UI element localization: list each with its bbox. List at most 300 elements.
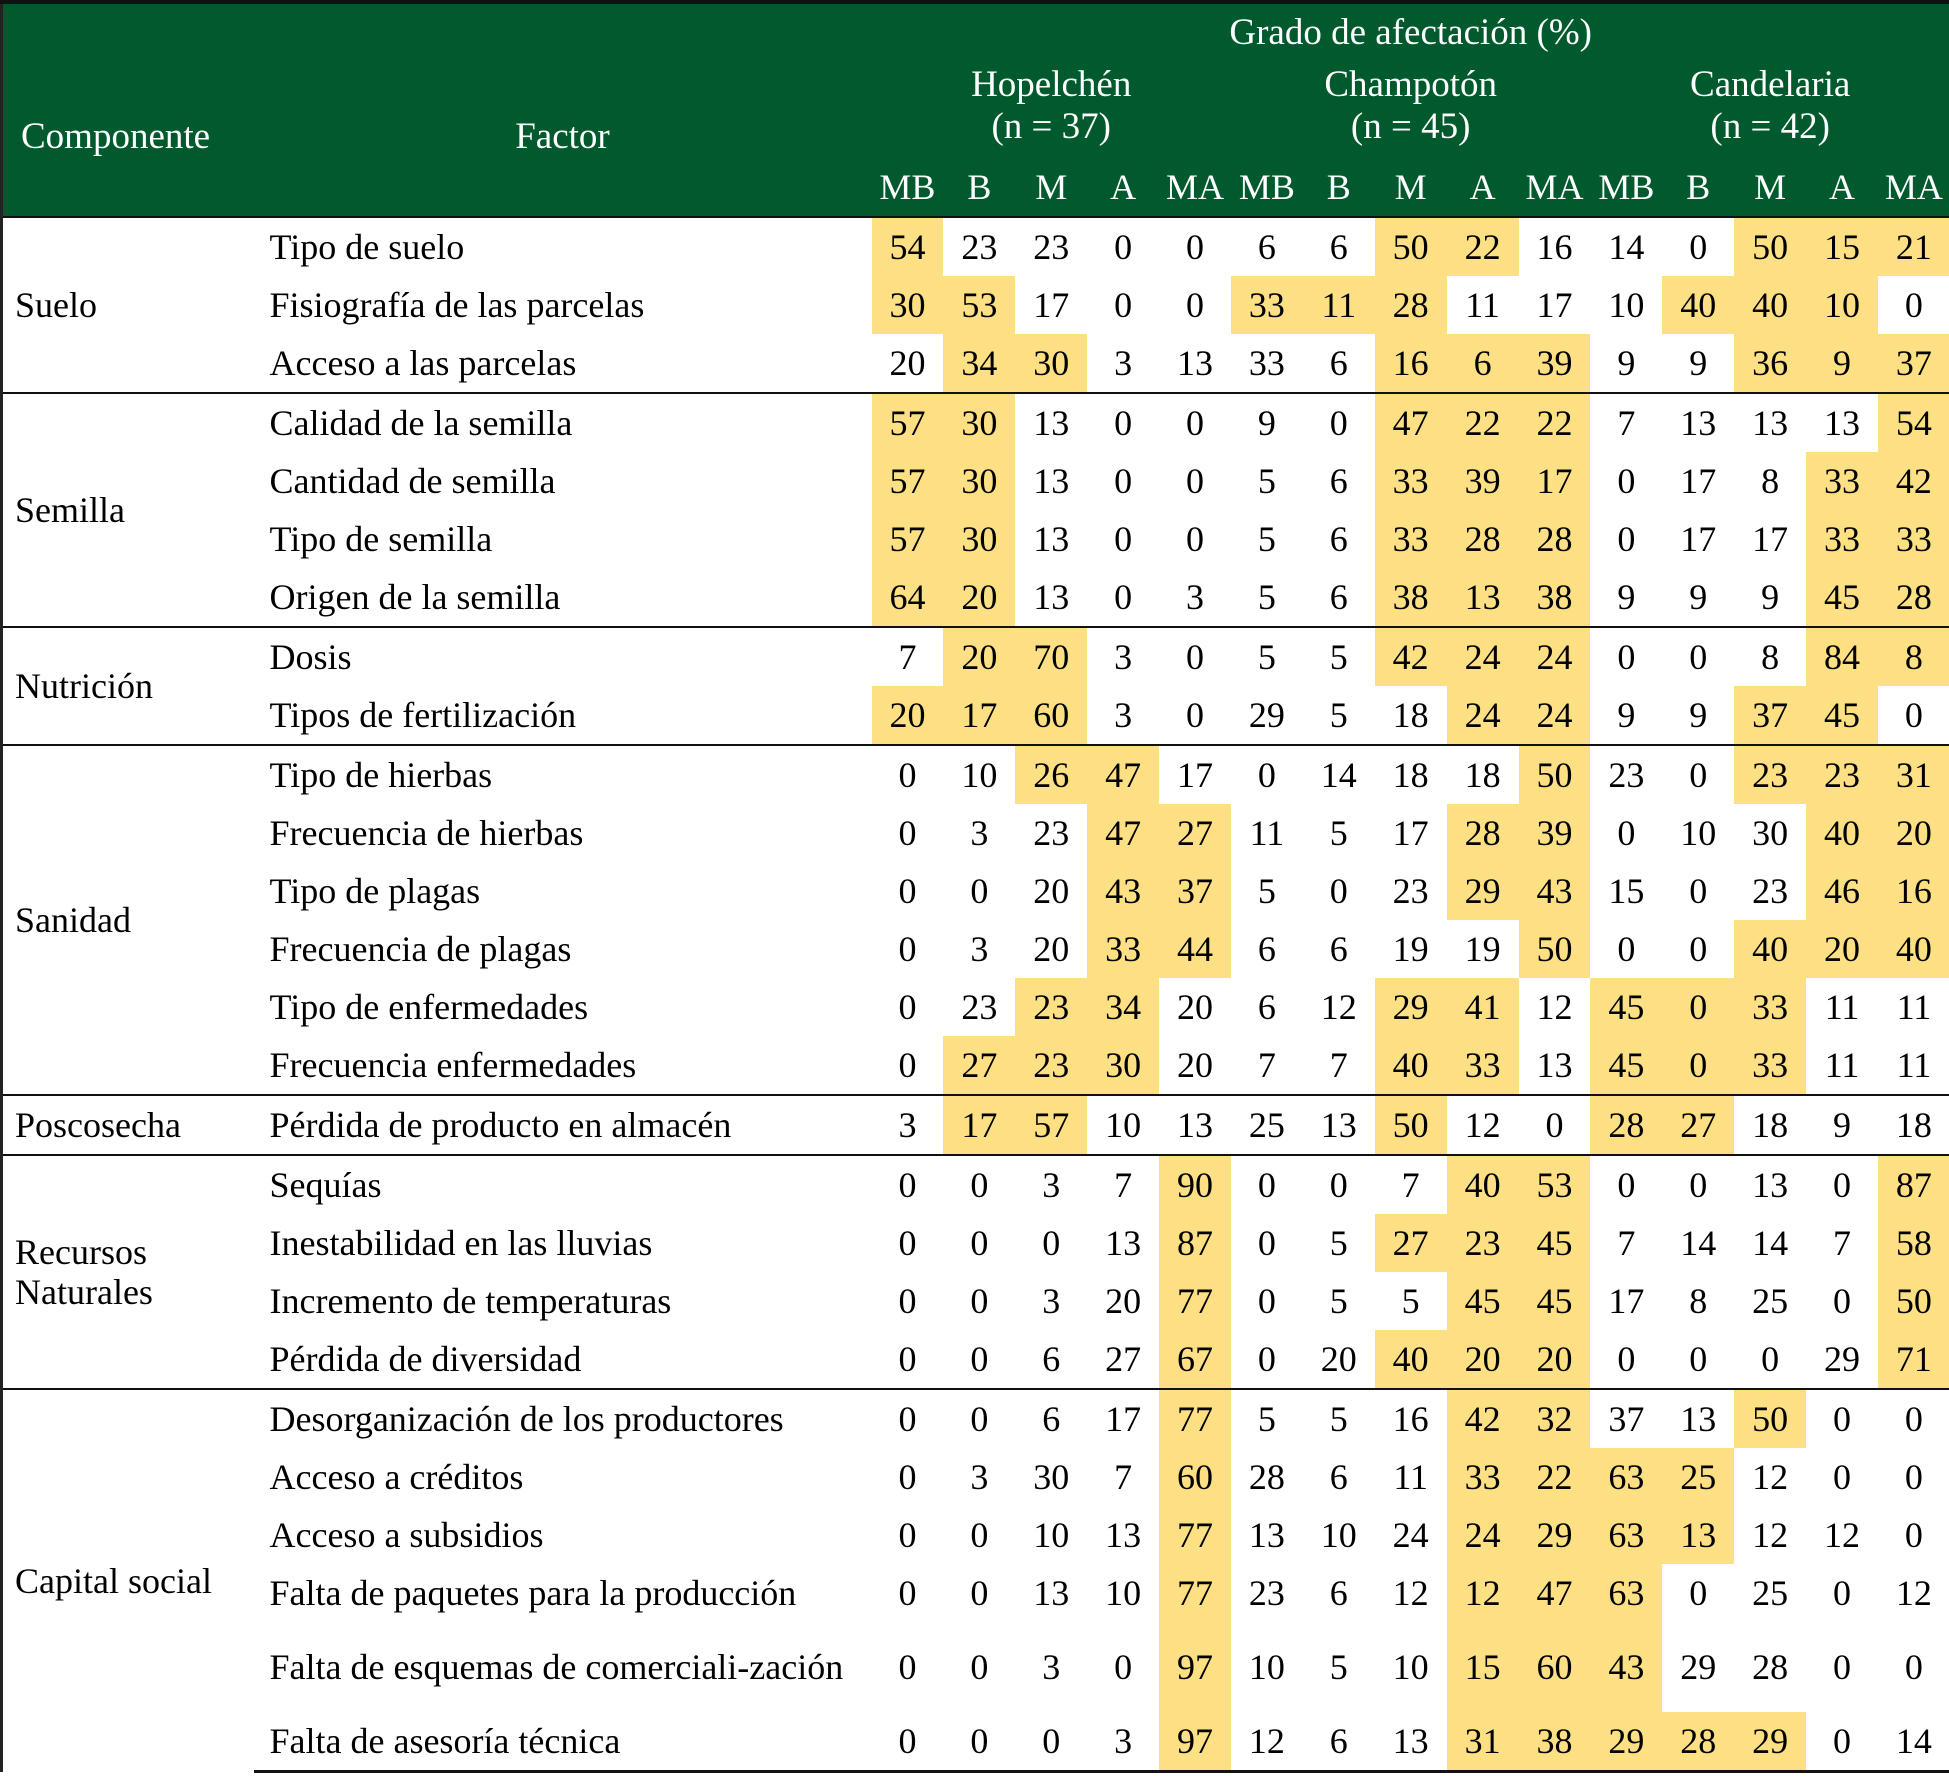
value-cell: 17 — [943, 686, 1015, 745]
value-cell: 0 — [970, 1647, 989, 1687]
value-cell: 58 — [1878, 1214, 1949, 1272]
value-cell: 24 — [1519, 686, 1591, 745]
value-cell: 7 — [1833, 1223, 1852, 1263]
value-cell: 0 — [1689, 871, 1708, 911]
level-header: MB — [1590, 158, 1662, 217]
value-cell: 13 — [1662, 1389, 1734, 1448]
value-cell: 20 — [1105, 1281, 1142, 1321]
table-row — [2, 1622, 1949, 1712]
site-name: Champotón — [1324, 64, 1498, 105]
value-cell: 43 — [1519, 862, 1591, 920]
level-header: MA — [1878, 158, 1949, 217]
value-cell: 17 — [1159, 745, 1231, 804]
value-cell: 45 — [1806, 686, 1878, 745]
value-cell: 64 — [872, 568, 944, 627]
value-cell: 29 — [1447, 862, 1519, 920]
value-cell: 42 — [1447, 1389, 1519, 1448]
factor-cell: Falta de asesoría técnica — [254, 1712, 872, 1772]
value-cell: 18 — [1734, 1095, 1806, 1155]
value-cell: 70 — [1015, 627, 1087, 686]
value-cell: 3 — [1042, 1647, 1061, 1687]
value-cell: 0 — [1689, 929, 1708, 969]
value-cell: 20 — [1878, 804, 1949, 862]
component-cell: Capital social — [2, 1389, 254, 1772]
value-cell: 0 — [1159, 393, 1231, 452]
value-cell: 23 — [1752, 871, 1789, 911]
value-cell: 0 — [1114, 519, 1133, 559]
value-cell: 23 — [1392, 871, 1429, 911]
value-cell: 3 — [970, 813, 989, 853]
value-cell: 13 — [1447, 568, 1519, 627]
value-cell: 24 — [1447, 1506, 1519, 1564]
value-cell: 23 — [943, 217, 1015, 276]
value-cell: 45 — [1447, 1272, 1519, 1330]
value-cell: 6 — [1329, 929, 1348, 969]
value-cell: 32 — [1519, 1389, 1591, 1448]
value-cell: 25 — [1752, 1573, 1789, 1613]
value-cell: 36 — [1734, 334, 1806, 393]
value-cell: 5 — [1231, 1389, 1303, 1448]
value-cell: 5 — [1303, 627, 1375, 686]
value-cell: 39 — [1447, 452, 1519, 510]
value-cell: 23 — [1015, 217, 1087, 276]
value-cell: 11 — [1465, 285, 1500, 325]
value-cell: 24 — [1519, 627, 1591, 686]
value-cell: 0 — [1257, 1281, 1276, 1321]
table-row — [2, 217, 1949, 276]
level-header: MA — [1519, 158, 1591, 217]
value-cell: 30 — [1033, 1457, 1070, 1497]
value-cell: 24 — [1392, 1515, 1429, 1555]
factor-cell: Falta de paquetes para la producción — [269, 1573, 797, 1613]
value-cell: 39 — [1519, 804, 1591, 862]
level-header: MB — [872, 158, 944, 217]
value-cell: 25 — [1231, 1095, 1303, 1155]
level-header: A — [1806, 158, 1878, 217]
value-cell: 3 — [1042, 1281, 1061, 1321]
table-row — [2, 510, 1949, 568]
value-cell: 6 — [1231, 217, 1303, 276]
value-cell: 26 — [1015, 745, 1087, 804]
value-cell: 14 — [1752, 1223, 1789, 1263]
value-cell: 77 — [1159, 1389, 1231, 1448]
value-cell: 50 — [1519, 745, 1591, 804]
value-cell: 60 — [1015, 686, 1087, 745]
value-cell: 20 — [872, 686, 944, 745]
value-cell: 44 — [1159, 920, 1231, 978]
value-cell: 0 — [1878, 1389, 1949, 1448]
value-cell: 46 — [1806, 862, 1878, 920]
value-cell: 10 — [1680, 813, 1717, 853]
value-cell: 5 — [1329, 1281, 1348, 1321]
value-cell: 13 — [1806, 393, 1878, 452]
component-cell: Suelo — [2, 217, 254, 393]
value-cell: 0 — [1689, 1573, 1708, 1613]
value-cell: 47 — [1087, 804, 1159, 862]
value-cell: 0 — [898, 1573, 917, 1613]
value-cell: 20 — [943, 568, 1015, 627]
site-name: Hopelchén — [971, 64, 1132, 105]
value-cell: 0 — [1015, 1712, 1087, 1772]
value-cell: 9 — [1617, 695, 1636, 735]
value-cell: 8 — [1689, 1281, 1708, 1321]
value-cell: 53 — [943, 276, 1015, 334]
value-cell: 6 — [1329, 519, 1348, 559]
value-cell: 9 — [1689, 695, 1708, 735]
level-header: A — [1447, 158, 1519, 217]
value-cell: 33 — [1375, 452, 1447, 510]
value-cell: 34 — [943, 334, 1015, 393]
value-cell: 13 — [1033, 577, 1070, 617]
value-cell: 20 — [889, 343, 926, 383]
value-cell: 20 — [1033, 871, 1070, 911]
table-row — [2, 862, 1949, 920]
value-cell: 13 — [1536, 1045, 1573, 1085]
table-row — [2, 1564, 1949, 1622]
value-cell: 17 — [1608, 1281, 1645, 1321]
value-cell: 25 — [1662, 1448, 1734, 1506]
table-row — [2, 1214, 1949, 1272]
value-cell: 10 — [1392, 1647, 1429, 1687]
value-cell: 9 — [1689, 577, 1708, 617]
value-cell: 0 — [898, 1045, 917, 1085]
value-cell: 7 — [1590, 393, 1662, 452]
value-cell: 28 — [1878, 568, 1949, 627]
value-cell: 53 — [1519, 1155, 1591, 1214]
table-row — [2, 627, 1949, 686]
table-row — [2, 978, 1949, 1036]
table-row — [2, 1095, 1949, 1155]
value-cell: 0 — [898, 871, 917, 911]
value-cell: 84 — [1806, 627, 1878, 686]
level-header: B — [1303, 158, 1375, 217]
value-cell: 21 — [1878, 217, 1949, 276]
value-cell: 13 — [1734, 393, 1806, 452]
value-cell: 40 — [1447, 1155, 1519, 1214]
table-row — [2, 920, 1949, 978]
value-cell: 0 — [1159, 627, 1231, 686]
factor-cell: Pérdida de diversidad — [269, 1339, 582, 1379]
factor-cell: Tipo de hierbas — [254, 745, 872, 804]
value-cell: 13 — [1159, 1095, 1231, 1155]
value-cell: 0 — [1257, 1339, 1276, 1379]
value-cell: 12 — [1824, 1515, 1861, 1555]
value-cell: 45 — [1590, 1036, 1662, 1095]
value-cell: 20 — [943, 627, 1015, 686]
value-cell: 0 — [943, 1712, 1015, 1772]
site-name: Candelaria — [1690, 64, 1851, 105]
value-cell: 0 — [1590, 627, 1662, 686]
value-cell: 17 — [943, 1095, 1015, 1155]
value-cell: 38 — [1375, 568, 1447, 627]
table-row — [2, 1506, 1949, 1564]
value-cell: 77 — [1159, 1506, 1231, 1564]
value-cell: 19 — [1464, 929, 1501, 969]
value-cell: 0 — [1087, 393, 1159, 452]
value-cell: 6 — [1329, 461, 1348, 501]
value-cell: 17 — [1536, 285, 1573, 325]
value-cell: 0 — [1329, 871, 1348, 911]
value-cell: 0 — [1186, 519, 1204, 559]
value-cell: 9 — [1231, 393, 1303, 452]
value-cell: 0 — [1114, 1647, 1133, 1687]
value-cell: 0 — [943, 1389, 1015, 1448]
value-cell: 13 — [1105, 1223, 1142, 1263]
component-cell: Nutrición — [2, 627, 254, 745]
value-cell: 29 — [1680, 1647, 1717, 1687]
value-cell: 0 — [1231, 1155, 1303, 1214]
value-cell: 0 — [898, 1515, 917, 1555]
value-cell: 22 — [1447, 217, 1519, 276]
value-cell: 23 — [1734, 745, 1806, 804]
factor-cell: Inestabilidad en las lluvias — [269, 1223, 653, 1263]
value-cell: 13 — [1033, 461, 1070, 501]
value-cell: 0 — [898, 987, 917, 1027]
value-cell: 0 — [1904, 1515, 1923, 1555]
value-cell: 0 — [1617, 519, 1636, 559]
value-cell: 37 — [1734, 686, 1806, 745]
value-cell: 11 — [1249, 813, 1285, 853]
value-cell: 13 — [1303, 1095, 1375, 1155]
value-cell: 43 — [1087, 862, 1159, 920]
value-cell: 40 — [1878, 920, 1949, 978]
table-row — [2, 1272, 1949, 1330]
value-cell: 18 — [1447, 745, 1519, 804]
value-cell: 13 — [1033, 519, 1070, 559]
site-header-champoton — [1231, 54, 1590, 158]
site-n: (n = 42) — [1710, 106, 1830, 147]
value-cell: 6 — [1329, 577, 1348, 617]
value-cell: 37 — [1590, 1389, 1662, 1448]
value-cell: 23 — [1447, 1214, 1519, 1272]
value-cell: 20 — [1519, 1330, 1591, 1389]
value-cell: 8 — [1761, 461, 1780, 501]
value-cell: 0 — [1904, 695, 1923, 735]
value-cell: 17 — [1519, 452, 1591, 510]
value-cell: 13 — [1015, 393, 1087, 452]
value-cell: 9 — [1806, 334, 1878, 393]
value-cell: 77 — [1159, 1272, 1231, 1330]
value-cell: 28 — [1752, 1647, 1789, 1687]
value-cell: 0 — [1689, 1339, 1708, 1379]
value-cell: 33 — [1231, 276, 1303, 334]
value-cell: 97 — [1159, 1622, 1231, 1712]
value-cell: 20 — [1806, 920, 1878, 978]
value-cell: 6 — [1329, 1457, 1348, 1497]
value-cell: 5 — [1257, 461, 1276, 501]
value-cell: 23 — [1590, 745, 1662, 804]
value-cell: 50 — [1734, 1389, 1806, 1448]
value-cell: 5 — [1329, 1647, 1348, 1687]
table-body — [2, 217, 1949, 1772]
value-cell: 3 — [1087, 627, 1159, 686]
value-cell: 7 — [1329, 1045, 1348, 1085]
value-cell: 16 — [1375, 334, 1447, 393]
factor-cell: Acceso a créditos — [269, 1457, 524, 1497]
site-n: (n = 37) — [991, 106, 1111, 147]
value-cell: 41 — [1447, 978, 1519, 1036]
value-cell: 3 — [1186, 577, 1204, 617]
value-cell: 0 — [1186, 461, 1204, 501]
value-cell: 57 — [1015, 1095, 1087, 1155]
value-cell: 13 — [1248, 1515, 1285, 1555]
value-cell: 0 — [1519, 1095, 1591, 1155]
table-row — [2, 1712, 1949, 1772]
value-cell: 15 — [1447, 1622, 1519, 1712]
value-cell: 20 — [1320, 1339, 1357, 1379]
factor-cell: Frecuencia enfermedades — [269, 1045, 637, 1085]
value-cell: 18 — [1392, 695, 1429, 735]
value-cell: 23 — [1806, 745, 1878, 804]
factor-cell: Fisiografía de las parcelas — [269, 285, 645, 325]
table-header — [2, 2, 1949, 217]
value-cell: 15 — [1608, 871, 1645, 911]
value-cell: 25 — [1752, 1281, 1789, 1321]
value-cell: 50 — [1734, 217, 1806, 276]
factor-cell: Sequías — [254, 1155, 872, 1214]
component-cell: Semilla — [2, 393, 254, 627]
value-cell: 5 — [1257, 577, 1276, 617]
value-cell: 33 — [1878, 510, 1949, 568]
table-row — [2, 276, 1949, 334]
factor-cell: Frecuencia de hierbas — [269, 813, 584, 853]
value-cell: 0 — [898, 1457, 917, 1497]
value-cell: 17 — [1680, 519, 1717, 559]
value-cell: 30 — [872, 276, 944, 334]
table-row — [2, 568, 1949, 627]
value-cell: 0 — [1617, 461, 1636, 501]
value-cell: 9 — [1617, 343, 1636, 383]
value-cell: 37 — [1878, 334, 1949, 393]
value-cell: 14 — [1680, 1223, 1717, 1263]
table-row — [2, 686, 1949, 745]
value-cell: 7 — [1375, 1155, 1447, 1214]
value-cell: 40 — [1734, 920, 1806, 978]
table-row — [2, 1448, 1949, 1506]
value-cell: 90 — [1159, 1155, 1231, 1214]
factor-cell: Tipo de plagas — [269, 871, 481, 911]
value-cell: 0 — [1590, 1155, 1662, 1214]
factor-cell: Tipo de suelo — [254, 217, 872, 276]
value-cell: 24 — [1447, 627, 1519, 686]
value-cell: 0 — [1761, 1339, 1780, 1379]
value-cell: 3 — [970, 929, 989, 969]
factor-cell: Pérdida de producto en almacén — [254, 1095, 872, 1155]
value-cell: 0 — [1042, 1223, 1061, 1263]
value-cell: 10 — [1248, 1647, 1285, 1687]
value-cell: 23 — [1015, 1036, 1087, 1095]
value-cell: 39 — [1519, 334, 1591, 393]
factor-cell: Desorganización de los productores — [254, 1389, 872, 1448]
value-cell: 13 — [1734, 1155, 1806, 1214]
value-cell: 0 — [1806, 1389, 1878, 1448]
header-spacer — [254, 158, 872, 217]
value-cell: 30 — [943, 393, 1015, 452]
value-cell: 0 — [1806, 1155, 1878, 1214]
value-cell: 7 — [872, 627, 944, 686]
value-cell: 30 — [1015, 334, 1087, 393]
value-cell: 0 — [1159, 217, 1231, 276]
value-cell: 0 — [872, 1155, 944, 1214]
value-cell: 0 — [970, 1515, 989, 1555]
value-cell: 10 — [1806, 276, 1878, 334]
value-cell: 77 — [1159, 1564, 1231, 1622]
value-cell: 23 — [1033, 813, 1070, 853]
value-cell: 20 — [1177, 987, 1213, 1027]
value-cell: 0 — [1186, 695, 1204, 735]
value-cell: 3 — [1114, 343, 1133, 383]
value-cell: 18 — [1375, 745, 1447, 804]
value-cell: 45 — [1590, 978, 1662, 1036]
value-cell: 27 — [1662, 1095, 1734, 1155]
value-cell: 6 — [1015, 1389, 1087, 1448]
value-cell: 6 — [1257, 987, 1276, 1027]
value-cell: 0 — [1833, 1573, 1852, 1613]
value-cell: 6 — [1303, 217, 1375, 276]
value-cell: 27 — [943, 1036, 1015, 1095]
value-cell: 7 — [1087, 1155, 1159, 1214]
value-cell: 57 — [872, 510, 944, 568]
value-cell: 11 — [1824, 1045, 1860, 1085]
value-cell: 0 — [1662, 1036, 1734, 1095]
value-cell: 10 — [1033, 1515, 1070, 1555]
value-cell: 10 — [943, 745, 1015, 804]
value-cell: 3 — [1015, 1155, 1087, 1214]
value-cell: 13 — [1662, 393, 1734, 452]
value-cell: 14 — [1590, 217, 1662, 276]
value-cell: 9 — [1617, 577, 1636, 617]
value-cell: 54 — [1878, 393, 1949, 452]
level-header: MB — [1231, 158, 1303, 217]
value-cell: 11 — [1303, 276, 1375, 334]
value-cell: 34 — [1087, 978, 1159, 1036]
value-cell: 7 — [1114, 1457, 1133, 1497]
table-row — [2, 1155, 1949, 1214]
value-cell: 40 — [1806, 804, 1878, 862]
value-cell: 15 — [1806, 217, 1878, 276]
value-cell: 0 — [872, 1712, 944, 1772]
value-cell: 17 — [1752, 519, 1789, 559]
value-cell: 20 — [1447, 1330, 1519, 1389]
value-cell: 0 — [1904, 1647, 1923, 1687]
value-cell: 9 — [1761, 577, 1780, 617]
value-cell: 29 — [1590, 1712, 1662, 1772]
value-cell: 16 — [1878, 862, 1949, 920]
value-cell: 12 — [1320, 987, 1357, 1027]
value-cell: 23 — [1015, 978, 1087, 1036]
value-cell: 33 — [1248, 343, 1285, 383]
value-cell: 5 — [1257, 871, 1276, 911]
value-cell: 31 — [1878, 745, 1949, 804]
value-cell: 18 — [1878, 1095, 1949, 1155]
value-cell: 0 — [1662, 217, 1734, 276]
value-cell: 22 — [1447, 393, 1519, 452]
value-cell: 3 — [1087, 1712, 1159, 1772]
value-cell: 0 — [898, 813, 917, 853]
value-cell: 0 — [1231, 745, 1303, 804]
value-cell: 67 — [1159, 1330, 1231, 1389]
value-cell: 0 — [1662, 978, 1734, 1036]
value-cell: 5 — [1303, 1389, 1375, 1448]
factor-cell: Origen de la semilla — [269, 577, 561, 617]
value-cell: 28 — [1519, 510, 1591, 568]
value-cell: 87 — [1159, 1214, 1231, 1272]
value-cell: 29 — [1824, 1339, 1861, 1379]
value-cell: 28 — [1590, 1095, 1662, 1155]
factor-cell: Tipo de enfermedades — [269, 987, 589, 1027]
site-header-hopelchen — [872, 54, 1231, 158]
value-cell: 29 — [1375, 978, 1447, 1036]
